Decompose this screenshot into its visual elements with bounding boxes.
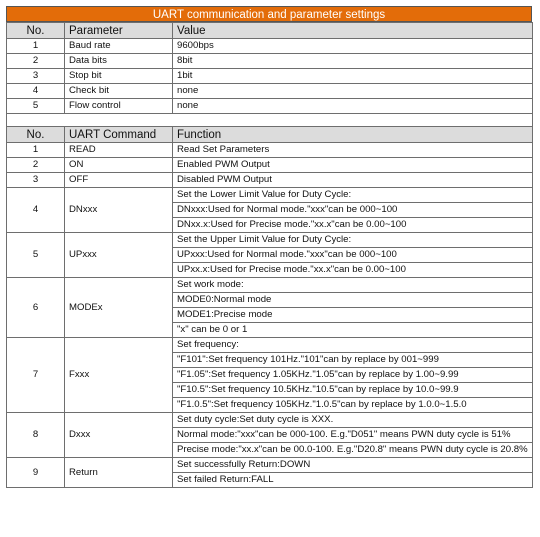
function-line: UPxxx:Used for Normal mode."xxx"can be 000~100 <box>173 248 533 263</box>
uart-command: ON <box>65 158 173 173</box>
table-row <box>7 69 533 84</box>
uart-command: UPxxx <box>65 233 173 278</box>
table-row <box>7 173 533 188</box>
function-line: Set successfully Return:DOWN <box>173 458 533 473</box>
uart-command: OFF <box>65 173 173 188</box>
function-line: Read Set Parameters <box>173 143 533 158</box>
spec-table <box>6 22 533 488</box>
page-title: UART communication and parameter settings <box>6 6 532 22</box>
row-number: 7 <box>7 338 65 413</box>
header-col3: Value <box>173 23 533 39</box>
uart-command: READ <box>65 143 173 158</box>
table-row <box>7 84 533 99</box>
function-line: "F1.05":Set frequency 1.05KHz."1.05"can by replace by 1.00~9.99 <box>173 368 533 383</box>
table-row <box>7 413 533 428</box>
header-no: No. <box>7 23 65 39</box>
spec-sheet <box>6 6 532 488</box>
uart-command: DNxxx <box>65 188 173 233</box>
command-header-row <box>7 127 533 143</box>
parameter-header-row <box>7 23 533 39</box>
function-line: Set frequency: <box>173 338 533 353</box>
function-line: DNxx.x:Used for Precise mode."xx.x"can be 0.00~100 <box>173 218 533 233</box>
row-number: 8 <box>7 413 65 458</box>
function-line: "x" can be 0 or 1 <box>173 323 533 338</box>
header-col2: Parameter <box>65 23 173 39</box>
parameter-name: Data bits <box>65 54 173 69</box>
function-line: "F1.0.5":Set frequency 105KHz."1.0.5"can by replace by 1.0.0~1.5.0 <box>173 398 533 413</box>
table-row <box>7 39 533 54</box>
function-line: DNxxx:Used for Normal mode."xxx"can be 000~100 <box>173 203 533 218</box>
spec-table-body <box>7 23 533 488</box>
parameter-name: Check bit <box>65 84 173 99</box>
table-row <box>7 338 533 353</box>
uart-command: MODEx <box>65 278 173 338</box>
function-line: UPxx.x:Used for Precise mode."xx.x"can be 0.00~100 <box>173 263 533 278</box>
function-line: MODE0:Normal mode <box>173 293 533 308</box>
table-row <box>7 143 533 158</box>
function-line: "F101":Set frequency 101Hz."101"can by replace by 001~999 <box>173 353 533 368</box>
parameter-value: 9600bps <box>173 39 533 54</box>
table-row <box>7 278 533 293</box>
row-number: 5 <box>7 233 65 278</box>
header-col2: UART Command <box>65 127 173 143</box>
table-row <box>7 99 533 114</box>
function-line: Enabled PWM Output <box>173 158 533 173</box>
table-row <box>7 158 533 173</box>
function-line: Set work mode: <box>173 278 533 293</box>
row-number: 3 <box>7 173 65 188</box>
header-col3: Function <box>173 127 533 143</box>
function-line: Set duty cycle:Set duty cycle is XXX. <box>173 413 533 428</box>
function-line: Set the Lower Limit Value for Duty Cycle: <box>173 188 533 203</box>
parameter-name: Stop bit <box>65 69 173 84</box>
function-line: Normal mode:"xxx"can be 000-100. E.g."D051" means PWN duty cycle is 51% <box>173 428 533 443</box>
row-number: 3 <box>7 69 65 84</box>
function-line: Set the Upper Limit Value for Duty Cycle: <box>173 233 533 248</box>
function-line: Set failed Return:FALL <box>173 473 533 488</box>
section-divider <box>7 114 533 127</box>
uart-command: Dxxx <box>65 413 173 458</box>
parameter-name: Flow control <box>65 99 173 114</box>
header-no: No. <box>7 127 65 143</box>
row-number: 4 <box>7 188 65 233</box>
table-row <box>7 458 533 473</box>
parameter-value: 8bit <box>173 54 533 69</box>
table-row <box>7 188 533 203</box>
function-line: Precise mode:"xx.x"can be 00.0-100. E.g."D20.8" means PWN duty cycle is 20.8% <box>173 443 533 458</box>
parameter-value: 1bit <box>173 69 533 84</box>
row-number: 2 <box>7 158 65 173</box>
parameter-value: none <box>173 84 533 99</box>
row-number: 1 <box>7 39 65 54</box>
row-number: 2 <box>7 54 65 69</box>
row-number: 9 <box>7 458 65 488</box>
row-number: 5 <box>7 99 65 114</box>
table-row <box>7 54 533 69</box>
row-number: 1 <box>7 143 65 158</box>
function-line: Disabled PWM Output <box>173 173 533 188</box>
row-number: 4 <box>7 84 65 99</box>
row-number: 6 <box>7 278 65 338</box>
divider-cell <box>7 114 533 127</box>
function-line: MODE1:Precise mode <box>173 308 533 323</box>
function-line: "F10.5":Set frequency 10.5KHz."10.5"can by replace by 10.0~99.9 <box>173 383 533 398</box>
table-row <box>7 233 533 248</box>
uart-command: Return <box>65 458 173 488</box>
parameter-value: none <box>173 99 533 114</box>
uart-command: Fxxx <box>65 338 173 413</box>
parameter-name: Baud rate <box>65 39 173 54</box>
